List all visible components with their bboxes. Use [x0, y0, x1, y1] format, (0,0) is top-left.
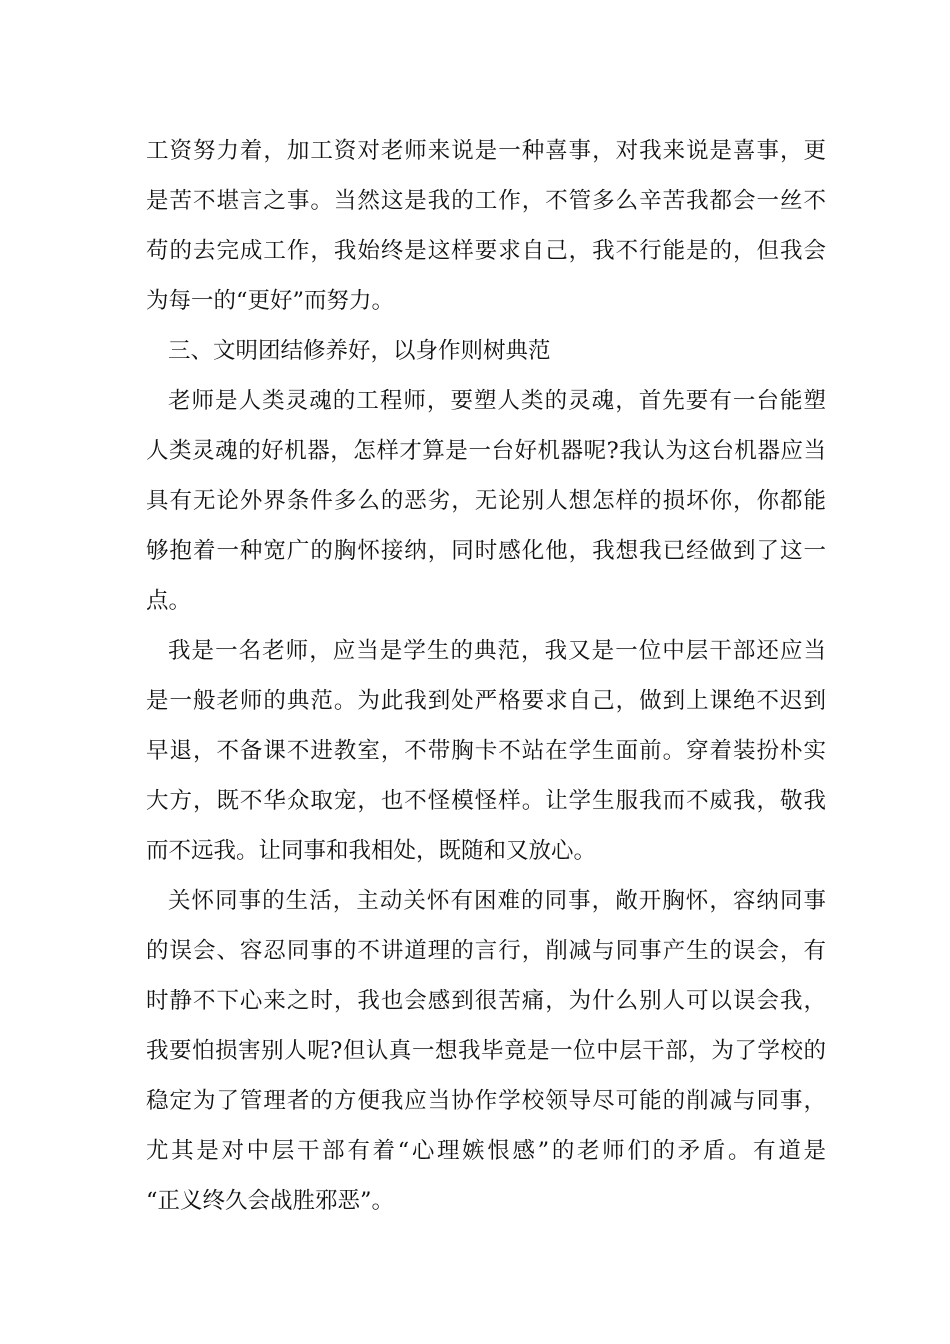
text-line: 是苦不堪言之事。当然这是我的工作，不管多么辛苦我都会一丝不	[146, 188, 826, 214]
text-line: 苟的去完成工作，我始终是这样要求自己，我不行能是的，但我会	[146, 238, 826, 264]
text-line: 而不远我。让同事和我相处，既随和又放心。	[146, 838, 597, 864]
paragraph-start-line: 我是一名老师，应当是学生的典范，我又是一位中层干部还应当	[168, 638, 826, 664]
text-line: 够抱着一种宽广的胸怀接纳，同时感化他，我想我已经做到了这一	[146, 538, 826, 564]
text-line: 大方，既不华众取宠，也不怪模怪样。让学生服我而不威我，敬我	[146, 788, 826, 814]
text-line: 的误会、容忍同事的不讲道理的言行，削减与同事产生的误会，有	[146, 938, 826, 964]
text-line: 工资努力着，加工资对老师来说是一种喜事，对我来说是喜事，更	[146, 138, 826, 164]
paragraph-start-line: 老师是人类灵魂的工程师，要塑人类的灵魂，首先要有一台能塑	[168, 388, 826, 414]
text-line: 尤其是对中层干部有着“心理嫉恨感”的老师们的矛盾。有道是	[146, 1138, 826, 1164]
text-line: 为每一的“更好”而努力。	[146, 288, 395, 314]
text-line: 具有无论外界条件多么的恶劣，无论别人想怎样的损坏你，你都能	[146, 488, 826, 514]
text-line: “正义终久会战胜邪恶”。	[146, 1188, 395, 1214]
text-line: 早退，不备课不进教室，不带胸卡不站在学生面前。穿着装扮朴实	[146, 738, 826, 764]
text-line: 点。	[146, 588, 192, 614]
text-line: 稳定为了管理者的方便我应当协作学校领导尽可能的削减与同事，	[146, 1088, 826, 1114]
section-heading: 三、文明团结修养好，以身作则树典范	[168, 338, 551, 364]
paragraph-start-line: 关怀同事的生活，主动关怀有困难的同事，敞开胸怀，容纳同事	[168, 888, 826, 914]
text-line: 是一般老师的典范。为此我到处严格要求自己，做到上课绝不迟到	[146, 688, 826, 714]
text-line: 时静不下心来之时，我也会感到很苦痛，为什么别人可以误会我，	[146, 988, 826, 1014]
text-line: 人类灵魂的好机器，怎样才算是一台好机器呢?我认为这台机器应当	[146, 438, 826, 464]
text-line: 我要怕损害别人呢?但认真一想我毕竟是一位中层干部，为了学校的	[146, 1038, 826, 1064]
